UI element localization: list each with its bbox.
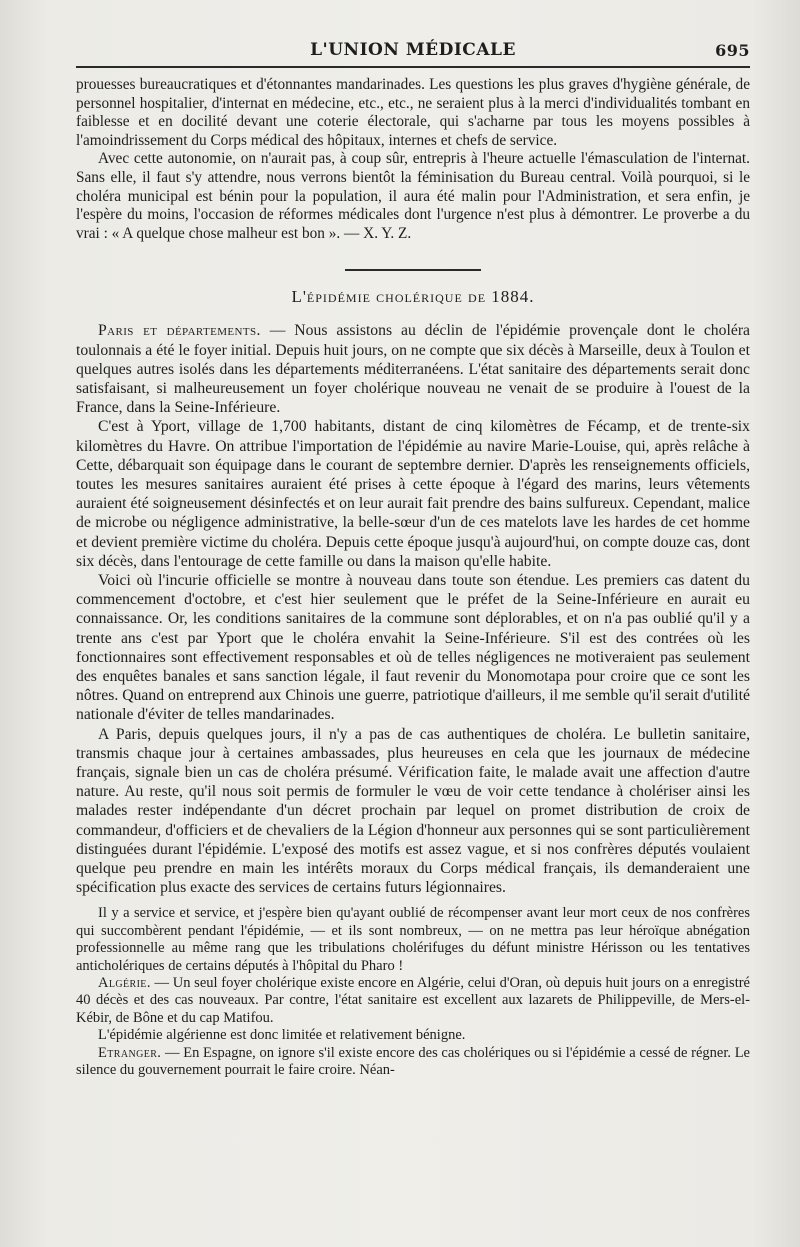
paragraph-text: — Nous assistons au déclin de l'épidémie provençale dont le choléra toulonnais a été le foyer initial. Depuis huit jours, on ne compte que six décès à Marseille, deux à Toulon et quelques autres isolés dans les départements méditerranéens. L'état sanitaire des départements serait donc satisfaisant, si malheureusement un foyer cholérique nouveau ne venait de se produire à l'ouest de la France, dans la Seine-Inférieure. [76,322,750,417]
paragraph [76,1045,750,1080]
paragraph [76,725,750,898]
section-title: L'épidémie cholérique de 1884. [291,287,535,307]
paragraph [76,1027,750,1044]
article-continuation [76,76,750,243]
paragraph [76,975,750,1027]
paragraph-lead: Paris et départements. [98,322,261,340]
paragraph-text: — Un seul foyer cholérique existe encore en Algérie, celui d'Oran, où depuis huit jours on a enregistré 40 décès et des cas nouveaux. Par contre, l'état sanitaire est excellent aux lazarets de Philippeville, de Mers-el-Kébir, de Bône et du cap Matifou. [76,975,750,1026]
section-body-lower [76,905,750,1079]
paragraph: Avec cette autonomie, on n'aurait pas, à coup sûr, entrepris à l'heure actuelle l'émasculation de l'internat. Sans elle, il faut s'y attendre, nous verrons bientôt la féminisation du Bureau central. Voilà pourquoi, si le choléra municipal est bénin pour la population, il aura été malin pour l'Administration, et sera enfin, je l'espère du moins, l'occasion de réformes médicales dont l'urgence n'est plus à démontrer. Le proverbe a du vrai : « A quelque chose malheur est bon ». — X. Y. Z. [76,150,750,242]
paragraph: prouesses bureaucratiques et d'étonnantes mandarinades. Les questions les plus graves d'hygiène générale, de personnel hospitalier, d'internat en médecine, etc., etc., ne seraient plus à la merci d'individualités tombant en faiblesse et en docilité devant une coterie électorale, qui s'acharne par tous les moyens possibles à l'amoindrissement du Corps médical des hôpitaux, internes et chefs de service. [76,76,750,149]
paragraph-lead: Etranger. [98,1044,162,1061]
paragraph-text: L'épidémie algérienne est donc limitée et relativement bénigne. [98,1027,466,1044]
header-rule [76,66,750,68]
paragraph [76,571,750,725]
section-body [76,321,750,897]
paragraph [76,905,750,975]
paragraph-text: A Paris, depuis quelques jours, il n'y a pas de cas authentiques de choléra. Le bulletin sanitaire, transmis chaque jour à certaines ambassades, plus heureuses en cela que les journaux de médecine français, signale bien un cas de choléra présumé. Vérification faite, le malade avait une affection d'autre nature. Au reste, qu'il nous soit permis de formuler le vœu de voir cette tendance à cholériser ainsi les malades rester indépendante d'un décret prochain par lequel on promet distribution de croix de commandeur, d'officiers et de chevaliers de la Légion d'honneur aux personnes qui se sont particulièrement distinguées durant l'épidémie. L'exposé des motifs est assez vague, et si nos confrères députés voulaient quelque peu prendre en main les intérêts moraux du Corps médical français, ils demanderaient une spécification plus exacte des services de certains futurs légionnaires. [76,725,750,897]
page-number: 695 [715,41,750,60]
running-head [76,30,750,60]
paragraph-text: Il y a service et service, et j'espère bien qu'ayant oublié de récompenser avant leur mort ceux de nos confrères qui succombèrent pendant l'épidémie, — et ils sont nombreux, — on ne mettra pas leur héroïque abnégation professionnelle au même rang que les tribulations cholérifuges du défunt ministre Hérisson ou les tentatives anticholériques de certains députés à l'hôpital du Pharo ! [76,905,750,974]
paragraph-text: — En Espagne, on ignore s'il existe encore des cas cholériques ou si l'épidémie a cessé de régner. Le silence du gouvernement pourrait le faire croire. Néan- [76,1044,750,1079]
section-separator [345,269,481,271]
journal-title: L'UNION MÉDICALE [310,40,516,60]
paragraph-text: C'est à Yport, village de 1,700 habitants, distant de cinq kilomètres de Fécamp, et de trente-six kilomètres du Havre. On attribue l'importation de l'épidémie au navire Marie-Louise, qui, après relâche à Cette, débarquait son équipage dans le courant de septembre dernier. D'après les renseignements officiels, toutes les mesures sanitaires auraient été prises à cette époque à l'égard des marins, leurs vêtements auraient été soigneusement désinfectés et on leur aurait fait prendre des bains sulfureux. Cependant, malice de microbe ou négligence administrative, la belle-sœur d'un de ces matelots lave les hardes de cet homme et devient première victime du choléra. Depuis cette époque jusqu'à aujourd'hui, on compte douze cas, dont six décès, dans l'entourage de cette famille ou dans la maison qu'elle habite. [76,418,750,570]
paragraph-lead: Algérie. [98,975,151,992]
paragraph [76,417,750,571]
paragraph [76,321,750,417]
paragraph-text: Voici où l'incurie officielle se montre à nouveau dans toute son étendue. Les premiers cas datent du commencement d'octobre, et c'est hier seulement que le préfet de la Seine-Inférieure en aurait eu connaissance. Or, les conditions sanitaires de la commune sont déplorables, et on n'a pas oublié qu'il y a trente ans c'est par Yport que le choléra envahit la Seine-Inférieure. S'il est des contrées où les fonctionnaires sont effectivement responsables et où de telles négligences ne motiveraient pas seulement des enquêtes banales et sans sanction légale, il faut revenir du Monomotapa pour croire que ce sont les nôtres. Quand on entreprend aux Chinois une guerre, patriotique d'ailleurs, il me semble qu'il serait d'utilité nationale d'éviter de telles mandarinades. [76,571,750,724]
